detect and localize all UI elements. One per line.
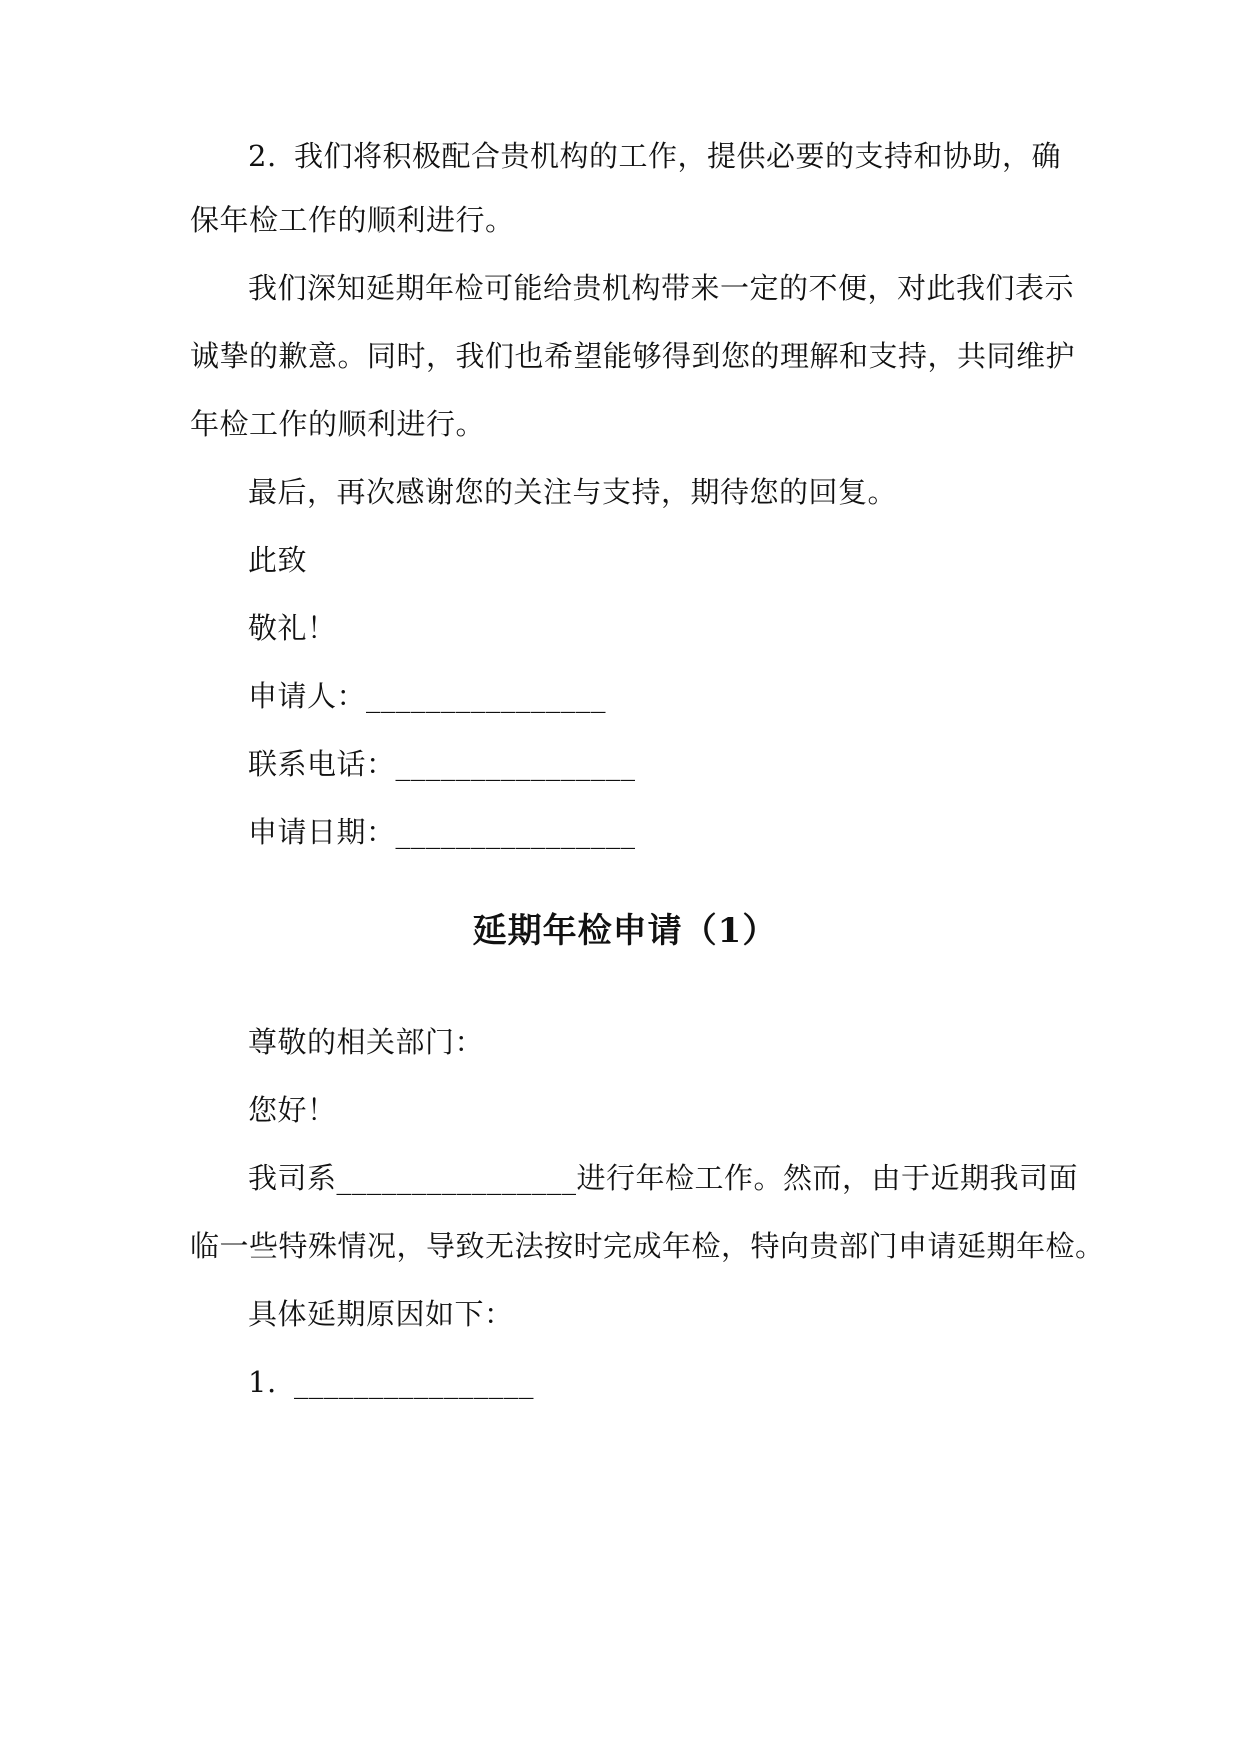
phone-field: 联系电话：________________ bbox=[248, 747, 636, 781]
list-text: 我们将积极配合贵机构的工作，提供必要的支持和协助，确 bbox=[294, 139, 1062, 173]
date-field: 申请日期：________________ bbox=[248, 815, 636, 849]
list-number: 2. bbox=[248, 139, 277, 173]
apology-paragraph-line-2: 诚挚的歉意。同时，我们也希望能够得到您的理解和支持，共同维护 bbox=[190, 339, 1076, 373]
salutation-line-1: 此致 bbox=[248, 543, 308, 577]
list-number: 1. bbox=[248, 1365, 277, 1399]
apology-paragraph-line-3: 年检工作的顺利进行。 bbox=[190, 407, 486, 441]
body-paragraph-line-1: 我司系________________进行年检工作。然而，由于近期我司面 bbox=[248, 1161, 1079, 1195]
reasons-intro: 具体延期原因如下： bbox=[248, 1297, 514, 1331]
greeting: 尊敬的相关部门： bbox=[248, 1025, 485, 1059]
list-item-1 bbox=[248, 1362, 534, 1402]
hello: 您好！ bbox=[248, 1093, 337, 1127]
body-paragraph-line-2: 临一些特殊情况，导致无法按时完成年检，特向贵部门申请延期年检。 bbox=[190, 1229, 1105, 1263]
list-item-2-line-1 bbox=[248, 136, 1061, 176]
section-title: 延期年检申请（1） bbox=[472, 911, 778, 951]
salutation-line-2: 敬礼！ bbox=[248, 611, 337, 645]
list-text: ________________ bbox=[294, 1365, 534, 1399]
applicant-field: 申请人：________________ bbox=[248, 679, 607, 713]
apology-paragraph-line-1: 我们深知延期年检可能给贵机构带来一定的不便，对此我们表示 bbox=[248, 271, 1075, 305]
closing-paragraph: 最后，再次感谢您的关注与支持，期待您的回复。 bbox=[248, 475, 898, 509]
list-item-2-line-2: 保年检工作的顺利进行。 bbox=[190, 203, 515, 237]
